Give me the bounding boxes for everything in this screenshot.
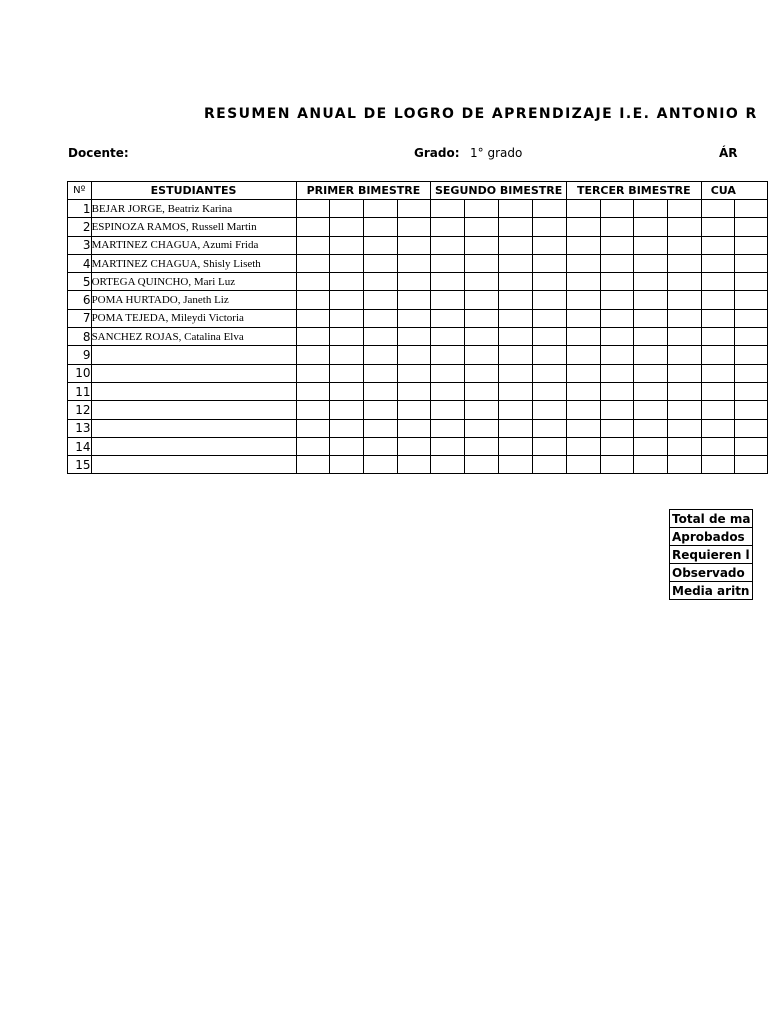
grade-cell[interactable] — [566, 200, 600, 218]
grade-cell[interactable] — [363, 200, 397, 218]
row-number: 11 — [68, 382, 92, 400]
grade-cell[interactable] — [296, 200, 330, 218]
student-name[interactable]: MARTINEZ CHAGUA, Azumi Frida — [91, 236, 296, 254]
header-number: Nº — [68, 182, 92, 200]
grade-cell[interactable] — [634, 364, 668, 382]
row-number: 4 — [68, 254, 92, 272]
grade-cell[interactable] — [533, 309, 567, 327]
grade-cell[interactable] — [330, 273, 364, 291]
grade-cell[interactable] — [701, 291, 734, 309]
student-name[interactable] — [91, 364, 296, 382]
grade-cell[interactable] — [397, 401, 431, 419]
grade-cell[interactable] — [397, 346, 431, 364]
grade-cell[interactable] — [701, 419, 734, 437]
grade-cell[interactable] — [431, 218, 465, 236]
grade-cell[interactable] — [600, 364, 634, 382]
header-fourth-bimester: CUA — [701, 182, 767, 200]
grade-cell[interactable] — [363, 456, 397, 474]
row-number: 15 — [68, 456, 92, 474]
grade-cell[interactable] — [431, 309, 465, 327]
grade-cell[interactable] — [734, 218, 767, 236]
grade-cell[interactable] — [734, 364, 767, 382]
grade-cell[interactable] — [431, 346, 465, 364]
summary-row — [670, 510, 753, 528]
grade-cell[interactable] — [397, 419, 431, 437]
grade-cell[interactable] — [499, 437, 533, 455]
grade-cell[interactable] — [566, 382, 600, 400]
grade-cell[interactable] — [296, 401, 330, 419]
grade-cell[interactable] — [600, 437, 634, 455]
grade-cell[interactable] — [296, 273, 330, 291]
grade-cell[interactable] — [296, 218, 330, 236]
grade-cell[interactable] — [701, 456, 734, 474]
grade-cell[interactable] — [734, 419, 767, 437]
grade-cell[interactable] — [330, 218, 364, 236]
row-number: 2 — [68, 218, 92, 236]
grade-cell[interactable] — [431, 382, 465, 400]
grade-cell[interactable] — [533, 401, 567, 419]
grade-cell[interactable] — [600, 419, 634, 437]
grade-cell[interactable] — [668, 346, 702, 364]
summary-label: Total de ma — [670, 510, 753, 528]
grade-cell[interactable] — [566, 346, 600, 364]
grade-cell[interactable] — [465, 346, 499, 364]
grade-cell[interactable] — [499, 346, 533, 364]
grade-cell[interactable] — [734, 236, 767, 254]
grade-cell[interactable] — [734, 346, 767, 364]
row-number: 8 — [68, 328, 92, 346]
area-label: ÁR — [719, 146, 738, 160]
grade-cell[interactable] — [566, 309, 600, 327]
grade-cell[interactable] — [397, 437, 431, 455]
grade-cell[interactable] — [499, 364, 533, 382]
students-grades-table — [67, 181, 768, 474]
grade-cell[interactable] — [533, 382, 567, 400]
grade-cell[interactable] — [600, 236, 634, 254]
grade-cell[interactable] — [668, 291, 702, 309]
grade-cell[interactable] — [533, 200, 567, 218]
table-row — [68, 401, 768, 419]
grade-cell[interactable] — [566, 456, 600, 474]
grade-cell[interactable] — [634, 291, 668, 309]
summary-label: Requieren l — [670, 546, 753, 564]
grade-cell[interactable] — [431, 401, 465, 419]
grado-label: Grado: — [414, 146, 460, 160]
grade-cell[interactable] — [431, 291, 465, 309]
grado-value: 1° grado — [470, 146, 523, 160]
row-number: 13 — [68, 419, 92, 437]
row-number: 3 — [68, 236, 92, 254]
grade-cell[interactable] — [668, 273, 702, 291]
grade-cell[interactable] — [465, 401, 499, 419]
grade-cell[interactable] — [668, 200, 702, 218]
grade-cell[interactable] — [397, 364, 431, 382]
grade-cell[interactable] — [566, 236, 600, 254]
docente-label: Docente: — [68, 146, 129, 160]
grade-cell[interactable] — [600, 401, 634, 419]
grade-cell[interactable] — [431, 437, 465, 455]
row-number: 12 — [68, 401, 92, 419]
grade-cell[interactable] — [533, 291, 567, 309]
grade-cell[interactable] — [600, 200, 634, 218]
header-third-bimester: TERCER BIMESTRE — [566, 182, 701, 200]
grade-cell[interactable] — [533, 437, 567, 455]
grade-cell[interactable] — [330, 291, 364, 309]
grade-cell[interactable] — [296, 419, 330, 437]
grade-cell[interactable] — [431, 419, 465, 437]
grade-cell[interactable] — [431, 328, 465, 346]
table-row — [68, 419, 768, 437]
grade-cell[interactable] — [566, 364, 600, 382]
grade-cell[interactable] — [465, 309, 499, 327]
grade-cell[interactable] — [431, 364, 465, 382]
grade-cell[interactable] — [499, 328, 533, 346]
table-row — [68, 236, 768, 254]
grade-cell[interactable] — [566, 254, 600, 272]
grade-cell[interactable] — [634, 254, 668, 272]
grade-cell[interactable] — [330, 456, 364, 474]
grade-cell[interactable] — [600, 309, 634, 327]
grade-cell[interactable] — [499, 456, 533, 474]
grade-cell[interactable] — [634, 346, 668, 364]
grade-cell[interactable] — [701, 328, 734, 346]
grade-cell[interactable] — [566, 291, 600, 309]
grade-cell[interactable] — [296, 437, 330, 455]
grade-cell[interactable] — [296, 456, 330, 474]
grade-cell[interactable] — [499, 254, 533, 272]
grade-cell[interactable] — [701, 437, 734, 455]
grade-cell[interactable] — [734, 401, 767, 419]
grade-cell[interactable] — [499, 218, 533, 236]
grade-cell[interactable] — [499, 309, 533, 327]
grade-cell[interactable] — [600, 291, 634, 309]
grade-cell[interactable] — [701, 401, 734, 419]
grade-cell[interactable] — [397, 291, 431, 309]
grade-cell[interactable] — [296, 346, 330, 364]
grade-cell[interactable] — [701, 309, 734, 327]
row-number: 10 — [68, 364, 92, 382]
grade-cell[interactable] — [701, 236, 734, 254]
grade-cell[interactable] — [363, 382, 397, 400]
grade-cell[interactable] — [566, 273, 600, 291]
grade-cell[interactable] — [465, 254, 499, 272]
grade-cell[interactable] — [668, 309, 702, 327]
grade-cell[interactable] — [533, 218, 567, 236]
student-name[interactable]: MARTINEZ CHAGUA, Shisly Liseth — [91, 254, 296, 272]
grade-cell[interactable] — [668, 218, 702, 236]
student-name[interactable] — [91, 401, 296, 419]
grade-cell[interactable] — [499, 291, 533, 309]
grade-cell[interactable] — [634, 236, 668, 254]
grade-cell[interactable] — [734, 456, 767, 474]
grade-cell[interactable] — [363, 419, 397, 437]
page-title: RESUMEN ANUAL DE LOGRO DE APRENDIZAJE I.E. ANTONIO R — [204, 106, 758, 122]
grade-cell[interactable] — [499, 236, 533, 254]
grade-cell[interactable] — [533, 419, 567, 437]
grade-cell[interactable] — [465, 291, 499, 309]
grade-cell[interactable] — [296, 236, 330, 254]
summary-row — [670, 528, 753, 546]
grade-cell[interactable] — [566, 218, 600, 236]
grade-cell[interactable] — [397, 273, 431, 291]
row-number: 6 — [68, 291, 92, 309]
grade-cell[interactable] — [634, 328, 668, 346]
grade-cell[interactable] — [397, 236, 431, 254]
student-name[interactable] — [91, 346, 296, 364]
summary-label: Observado — [670, 564, 753, 582]
grade-cell[interactable] — [431, 236, 465, 254]
grade-cell[interactable] — [363, 346, 397, 364]
grade-cell[interactable] — [499, 200, 533, 218]
grade-cell[interactable] — [296, 364, 330, 382]
row-number: 7 — [68, 309, 92, 327]
grade-cell[interactable] — [634, 437, 668, 455]
grade-cell[interactable] — [533, 254, 567, 272]
grade-cell[interactable] — [734, 309, 767, 327]
grade-cell[interactable] — [600, 254, 634, 272]
grade-cell[interactable] — [566, 401, 600, 419]
grade-cell[interactable] — [330, 200, 364, 218]
table-header-row — [68, 182, 768, 200]
student-name[interactable] — [91, 437, 296, 455]
table-row — [68, 273, 768, 291]
grade-cell[interactable] — [533, 273, 567, 291]
table-row — [68, 346, 768, 364]
grade-cell[interactable] — [634, 382, 668, 400]
grade-cell[interactable] — [634, 309, 668, 327]
row-number: 14 — [68, 437, 92, 455]
summary-table — [669, 509, 753, 600]
summary-label: Media aritn — [670, 582, 753, 600]
grade-cell[interactable] — [330, 236, 364, 254]
grade-cell[interactable] — [634, 218, 668, 236]
grade-cell[interactable] — [499, 401, 533, 419]
grade-cell[interactable] — [533, 364, 567, 382]
grade-cell[interactable] — [499, 273, 533, 291]
grade-cell[interactable] — [465, 273, 499, 291]
grade-cell[interactable] — [363, 364, 397, 382]
summary-row — [670, 546, 753, 564]
grade-cell[interactable] — [634, 401, 668, 419]
student-name[interactable] — [91, 456, 296, 474]
table-row — [68, 382, 768, 400]
grade-cell[interactable] — [397, 200, 431, 218]
summary-label: Aprobados — [670, 528, 753, 546]
grade-cell[interactable] — [533, 346, 567, 364]
grade-cell[interactable] — [600, 382, 634, 400]
grade-cell[interactable] — [330, 364, 364, 382]
grade-cell[interactable] — [363, 328, 397, 346]
grade-cell[interactable] — [363, 218, 397, 236]
grade-cell[interactable] — [600, 346, 634, 364]
grade-cell[interactable] — [363, 254, 397, 272]
grade-cell[interactable] — [734, 437, 767, 455]
grade-cell[interactable] — [330, 254, 364, 272]
grade-cell[interactable] — [397, 309, 431, 327]
table-row — [68, 437, 768, 455]
header-second-bimester: SEGUNDO BIMESTRE — [431, 182, 567, 200]
grade-cell[interactable] — [566, 328, 600, 346]
row-number: 5 — [68, 273, 92, 291]
grade-cell[interactable] — [330, 328, 364, 346]
grade-cell[interactable] — [431, 456, 465, 474]
header-students: ESTUDIANTES — [91, 182, 296, 200]
grade-cell[interactable] — [330, 382, 364, 400]
grade-cell[interactable] — [465, 236, 499, 254]
grade-cell[interactable] — [600, 273, 634, 291]
grade-cell[interactable] — [701, 364, 734, 382]
student-name[interactable]: ESPINOZA RAMOS, Russell Martin — [91, 218, 296, 236]
grade-cell[interactable] — [465, 200, 499, 218]
grade-cell[interactable] — [668, 401, 702, 419]
table-row — [68, 254, 768, 272]
table-row — [68, 218, 768, 236]
grade-cell[interactable] — [600, 456, 634, 474]
student-name[interactable]: BEJAR JORGE, Beatriz Karina — [91, 200, 296, 218]
summary-row — [670, 582, 753, 600]
grade-cell[interactable] — [363, 309, 397, 327]
grade-cell[interactable] — [734, 200, 767, 218]
grade-cell[interactable] — [465, 364, 499, 382]
grade-cell[interactable] — [363, 291, 397, 309]
grade-cell[interactable] — [734, 254, 767, 272]
row-number: 1 — [68, 200, 92, 218]
grade-cell[interactable] — [634, 273, 668, 291]
table-row — [68, 291, 768, 309]
grade-cell[interactable] — [600, 218, 634, 236]
table-row — [68, 200, 768, 218]
table-row — [68, 328, 768, 346]
grade-cell[interactable] — [363, 437, 397, 455]
student-name[interactable]: POMA TEJEDA, Mileydi Victoria — [91, 309, 296, 327]
grade-cell[interactable] — [533, 328, 567, 346]
grade-cell[interactable] — [600, 328, 634, 346]
grade-cell[interactable] — [701, 218, 734, 236]
grade-cell[interactable] — [296, 328, 330, 346]
grade-cell[interactable] — [465, 456, 499, 474]
grade-cell[interactable] — [734, 382, 767, 400]
grade-cell[interactable] — [397, 218, 431, 236]
grade-cell[interactable] — [734, 273, 767, 291]
grade-cell[interactable] — [499, 382, 533, 400]
grade-cell[interactable] — [701, 254, 734, 272]
grade-cell[interactable] — [465, 382, 499, 400]
grade-cell[interactable] — [668, 254, 702, 272]
student-name[interactable]: POMA HURTADO, Janeth Liz — [91, 291, 296, 309]
grade-cell[interactable] — [363, 273, 397, 291]
grade-cell[interactable] — [634, 456, 668, 474]
grade-cell[interactable] — [668, 328, 702, 346]
grade-cell[interactable] — [499, 419, 533, 437]
header-first-bimester: PRIMER BIMESTRE — [296, 182, 431, 200]
grade-cell[interactable] — [566, 419, 600, 437]
grade-cell[interactable] — [431, 254, 465, 272]
grade-cell[interactable] — [701, 346, 734, 364]
summary-row — [670, 564, 753, 582]
grade-cell[interactable] — [397, 456, 431, 474]
grade-cell[interactable] — [668, 382, 702, 400]
grade-cell[interactable] — [465, 437, 499, 455]
grade-cell[interactable] — [397, 254, 431, 272]
grade-cell[interactable] — [330, 346, 364, 364]
grade-cell[interactable] — [701, 273, 734, 291]
student-name[interactable]: ORTEGA QUINCHO, Mari Luz — [91, 273, 296, 291]
grade-cell[interactable] — [363, 401, 397, 419]
grade-cell[interactable] — [465, 218, 499, 236]
grade-cell[interactable] — [431, 200, 465, 218]
student-name[interactable] — [91, 419, 296, 437]
grade-cell[interactable] — [397, 328, 431, 346]
grade-cell[interactable] — [296, 382, 330, 400]
grade-cell[interactable] — [701, 200, 734, 218]
grade-cell[interactable] — [465, 328, 499, 346]
grade-cell[interactable] — [734, 328, 767, 346]
grade-cell[interactable] — [533, 236, 567, 254]
grade-cell[interactable] — [330, 401, 364, 419]
table-row — [68, 456, 768, 474]
grade-cell[interactable] — [465, 419, 499, 437]
grade-cell[interactable] — [668, 456, 702, 474]
table-row — [68, 309, 768, 327]
grade-cell[interactable] — [397, 382, 431, 400]
grade-cell[interactable] — [533, 456, 567, 474]
grade-cell[interactable] — [668, 236, 702, 254]
grade-cell[interactable] — [701, 382, 734, 400]
grade-cell[interactable] — [734, 291, 767, 309]
grade-cell[interactable] — [330, 437, 364, 455]
student-name[interactable]: SANCHEZ ROJAS, Catalina Elva — [91, 328, 296, 346]
grade-cell[interactable] — [668, 419, 702, 437]
grade-cell[interactable] — [330, 309, 364, 327]
grade-cell[interactable] — [668, 364, 702, 382]
grade-cell[interactable] — [363, 236, 397, 254]
grade-cell[interactable] — [296, 254, 330, 272]
student-name[interactable] — [91, 382, 296, 400]
grade-cell[interactable] — [668, 437, 702, 455]
grade-cell[interactable] — [634, 200, 668, 218]
grade-cell[interactable] — [296, 291, 330, 309]
grade-cell[interactable] — [330, 419, 364, 437]
table-row — [68, 364, 768, 382]
grade-cell[interactable] — [566, 437, 600, 455]
grade-cell[interactable] — [634, 419, 668, 437]
row-number: 9 — [68, 346, 92, 364]
grade-cell[interactable] — [296, 309, 330, 327]
grade-cell[interactable] — [431, 273, 465, 291]
